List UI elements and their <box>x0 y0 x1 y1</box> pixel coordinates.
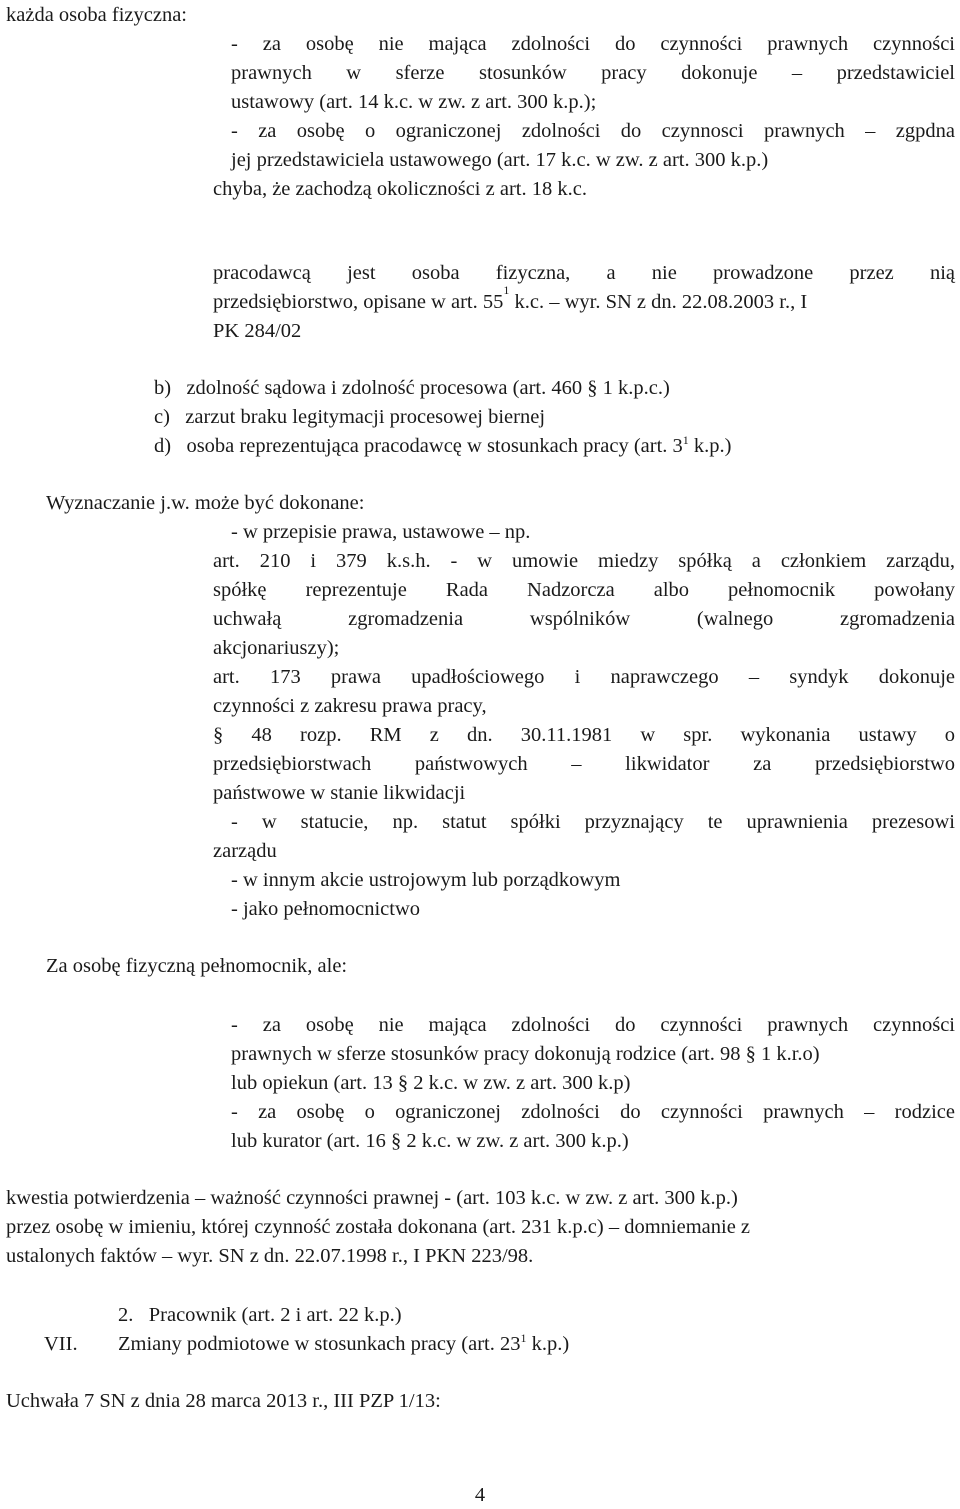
text-line: - w statucie, np. statut spółki przyznający te uprawnienia prezesowi <box>231 811 955 833</box>
text-line: czynności z zakresu prawa pracy, <box>213 695 487 717</box>
superscript: 1 <box>520 1331 527 1345</box>
text-line: § 48 rozp. RM z dn. 30.11.1981 w spr. wykonania ustawy o <box>213 724 955 746</box>
text-line: ustalonych faktów – wyr. SN z dn. 22.07.1998 r., I PKN 223/98. <box>6 1245 534 1267</box>
text-line: art. 173 prawa upadłościowego i naprawczego – syndyk dokonuje <box>213 666 955 688</box>
roman-numeral: VII. <box>44 1333 78 1355</box>
text-line: pracodawcą jest osoba fizyczna, a nie prowadzone przez nią <box>213 262 955 284</box>
text-line: - za osobę o ograniczonej zdolności do czynności prawnych – rodzice <box>231 1101 955 1123</box>
section-heading: Wyznaczanie j.w. może być dokonane: <box>46 492 365 514</box>
text-line: - jako pełnomocnictwo <box>231 898 421 920</box>
text-line: Uchwała 7 SN z dnia 28 marca 2013 r., III PZP 1/13: <box>6 1390 441 1412</box>
superscript: 1 <box>682 433 689 447</box>
text-line: chyba, że zachodzą okoliczności z art. 18 k.c. <box>213 178 587 200</box>
text-segment: k.c. – wyr. SN z dn. 22.08.2003 r., I <box>509 291 808 313</box>
text-line: przez osobę w imieniu, której czynność została dokonana (art. 231 k.p.c) – domniemanie z <box>6 1216 751 1238</box>
page-number: 4 <box>474 1484 486 1506</box>
text-line: spółkę reprezentuje Rada Nadzorcza albo pełnomocnik powołany <box>213 579 955 601</box>
section-heading: Za osobę fizyczną pełnomocnik, ale: <box>46 955 348 977</box>
text-segment: d) osoba reprezentująca pracodawcę w stosunkach pracy (art. 3 <box>154 435 683 457</box>
text-line: PK 284/02 <box>213 320 302 342</box>
text-line: - za osobę nie mająca zdolności do czynności prawnych czynności <box>231 1014 955 1036</box>
text-segment: k.p.) <box>526 1333 570 1355</box>
text-line: prawnych w sferze stosunków pracy dokonuje – przedstawiciel <box>231 62 955 84</box>
text-line: każda osoba fizyczna: <box>6 4 187 26</box>
text-line: jej przedstawiciela ustawowego (art. 17 k.c. w zw. z art. 300 k.p.) <box>231 149 769 171</box>
text-line: - za osobę nie mająca zdolności do czynności prawnych czynności <box>231 33 955 55</box>
text-line: - w innym akcie ustrojowym lub porządkowym <box>231 869 621 891</box>
text-line: prawnych w sferze stosunków pracy dokonują rodzice (art. 98 § 1 k.r.o) <box>231 1043 820 1065</box>
text-line: państwowe w stanie likwidacji <box>213 782 466 804</box>
text-line: kwestia potwierdzenia – ważność czynności prawnej - (art. 103 k.c. w zw. z art. 300 k.p.) <box>6 1187 738 1209</box>
superscript: 1 <box>503 283 510 297</box>
text-segment: przedsiębiorstwo, opisane w art. 55 <box>213 291 504 313</box>
text-line: uchwałą zgromadzenia wspólników (walnego zgromadzenia <box>213 608 955 630</box>
text-line: zarządu <box>213 840 277 862</box>
text-line <box>213 283 955 314</box>
text-line: przedsiębiorstwach państwowych – likwidator za przedsiębiorstwo <box>213 753 955 775</box>
list-item: c) zarzut braku legitymacji procesowej biernej <box>154 406 546 428</box>
list-item: b) zdolność sądowa i zdolność procesowa (art. 460 § 1 k.p.c.) <box>154 377 670 399</box>
text-line: - za osobę o ograniczonej zdolności do czynnosci prawnych – zgpdna <box>231 120 955 142</box>
text-line: - w przepisie prawa, ustawowe – np. <box>231 521 531 543</box>
text-line: ustawowy (art. 14 k.c. w zw. z art. 300 k.p.); <box>231 91 597 113</box>
text-line: art. 210 i 379 k.s.h. - w umowie miedzy spółką a członkiem zarządu, <box>213 550 955 572</box>
numbered-heading: 2. Pracownik (art. 2 i art. 22 k.p.) <box>118 1304 402 1326</box>
text-segment: k.p.) <box>688 435 732 457</box>
list-item <box>154 434 731 458</box>
text-line: lub opiekun (art. 13 § 2 k.c. w zw. z art. 300 k.p) <box>231 1072 631 1094</box>
text-line: lub kurator (art. 16 § 2 k.c. w zw. z art. 300 k.p.) <box>231 1130 629 1152</box>
text-line: akcjonariuszy); <box>213 637 340 659</box>
text-segment: Zmiany podmiotowe w stosunkach pracy (art. 23 <box>118 1333 521 1355</box>
numbered-heading <box>118 1332 569 1356</box>
